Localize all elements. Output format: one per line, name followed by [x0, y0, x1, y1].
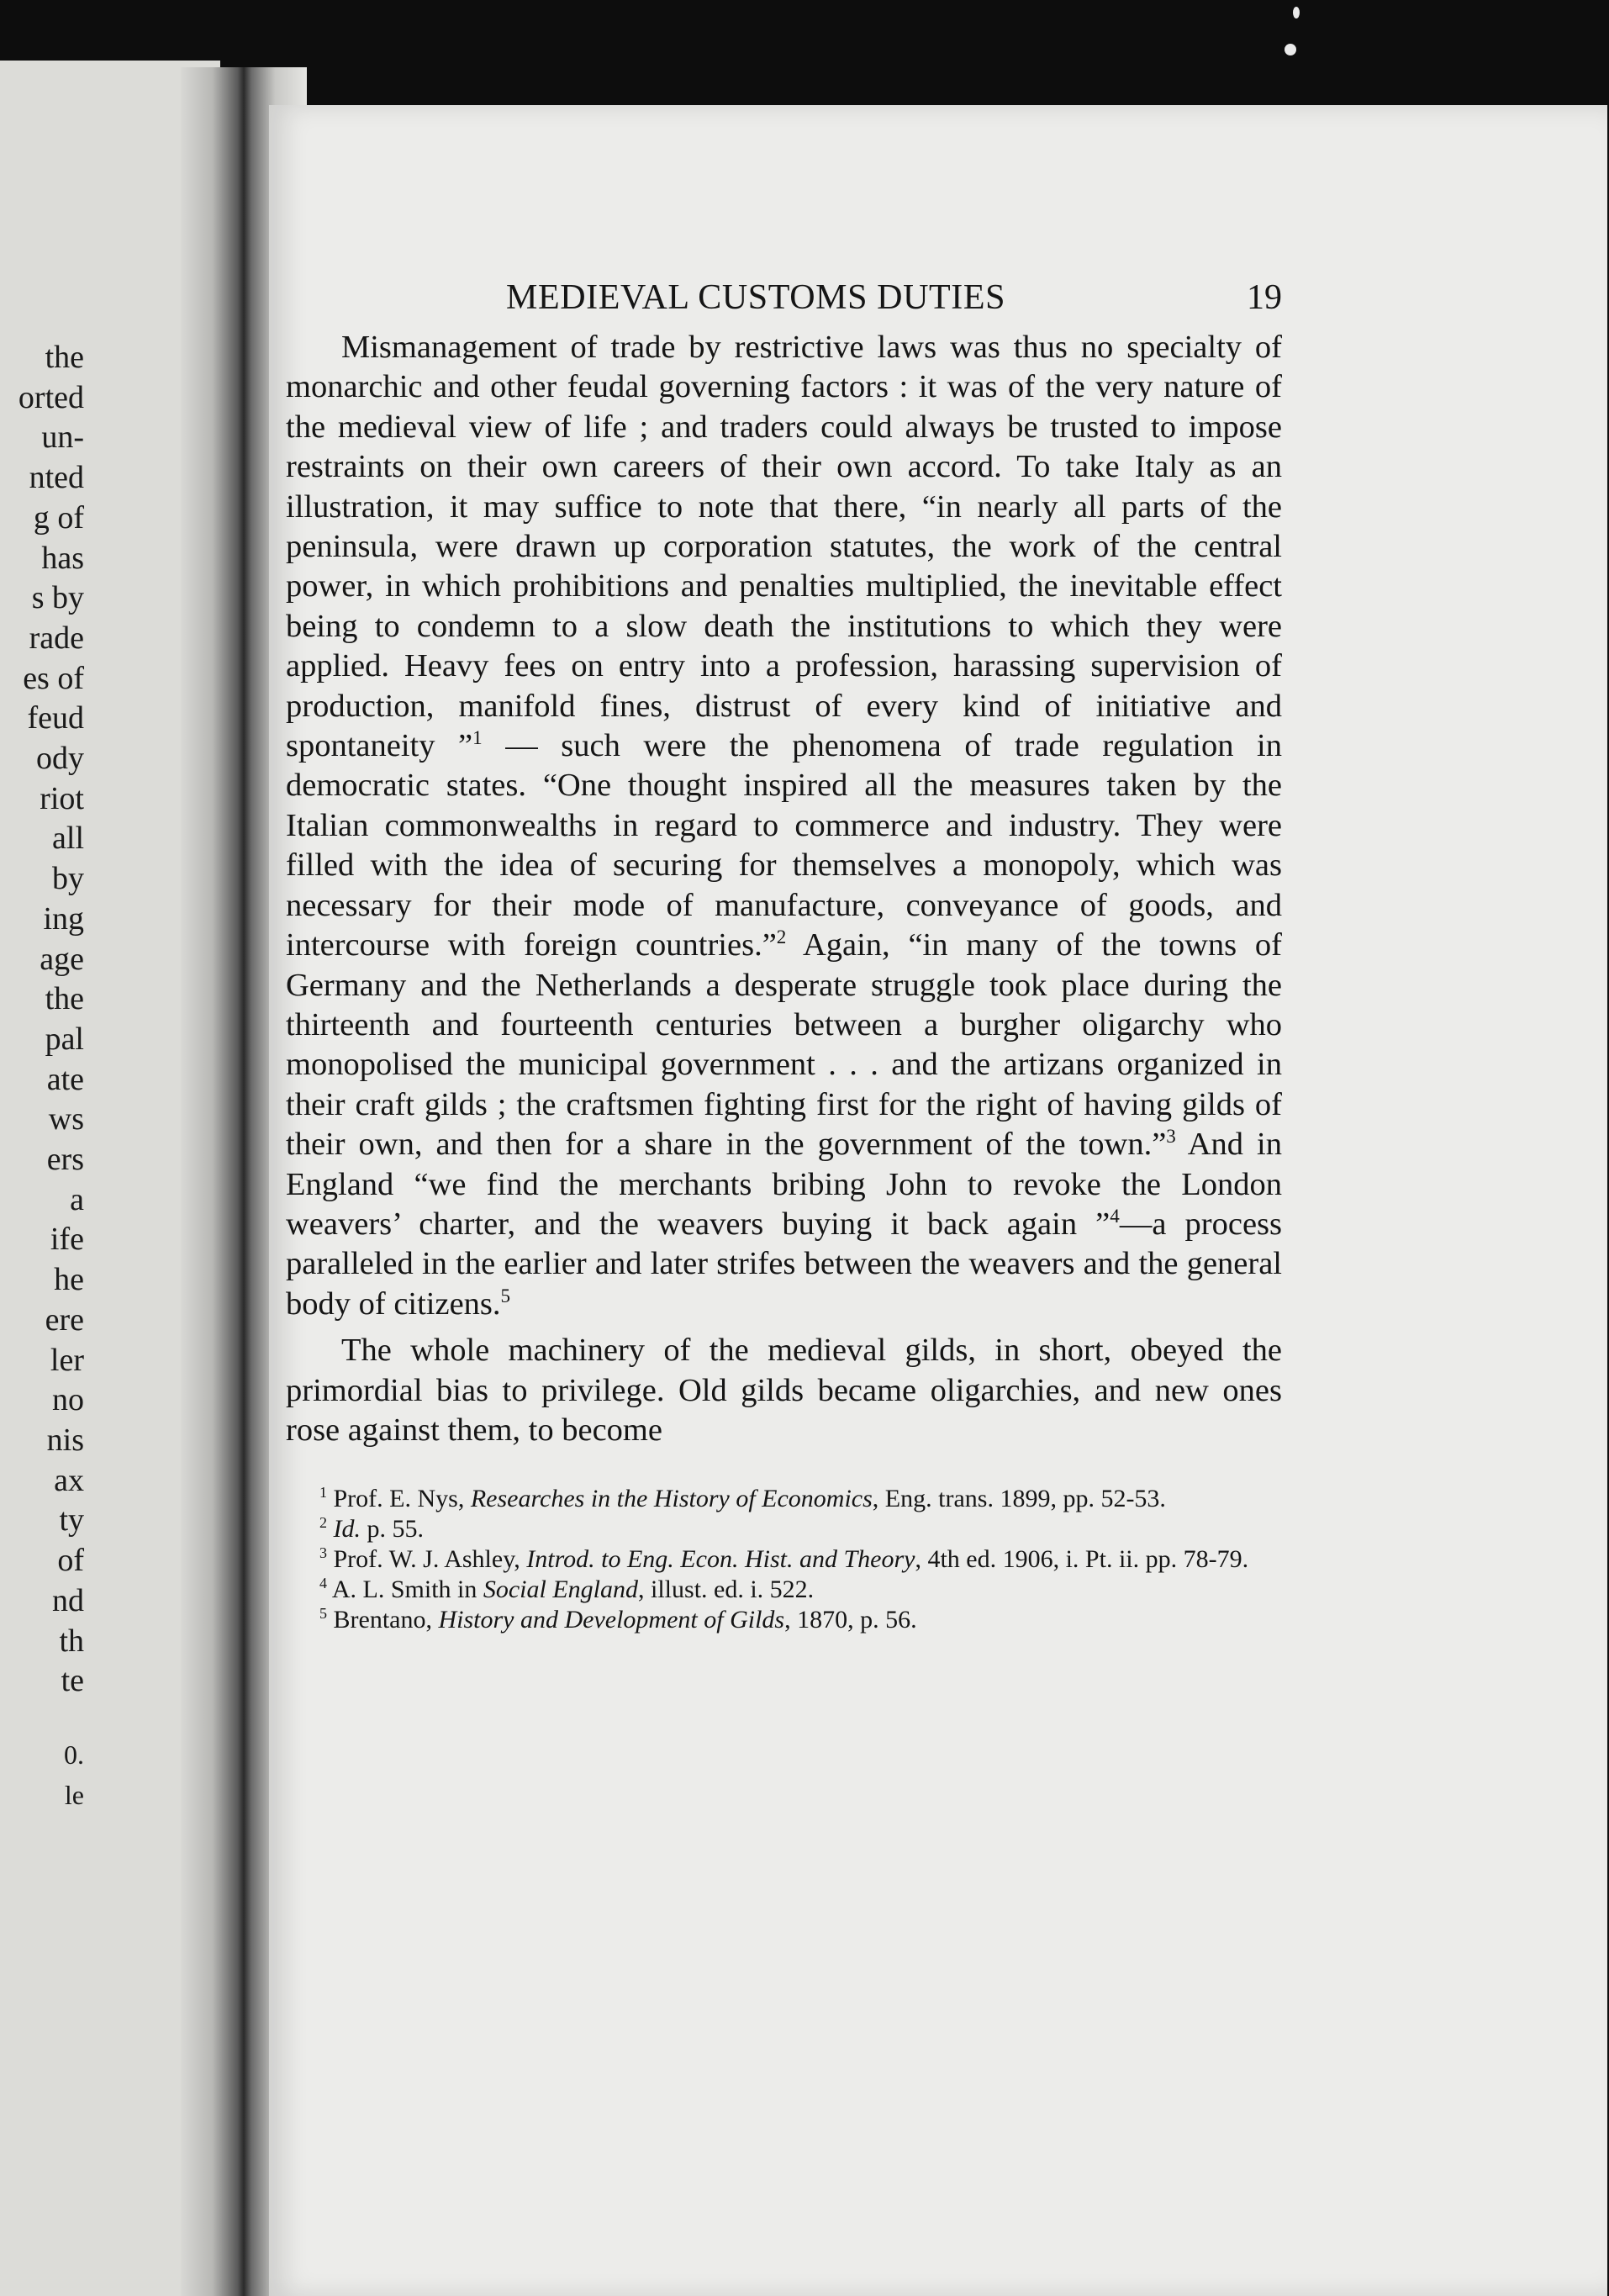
facing-page-line: the: [45, 340, 84, 375]
footnote-marker: 1: [319, 1484, 327, 1502]
dust-speck: [1293, 7, 1300, 18]
footnote: [286, 1575, 1282, 1605]
paragraph-text: And in England “we find the merchants bribing John to revoke the London weavers’ charter, and the weavers buying it back again ”: [286, 1127, 1282, 1242]
facing-page-footnote-line: 0.: [64, 1739, 84, 1770]
footnote-marker: 1: [472, 726, 483, 749]
dust-speck: [1285, 44, 1296, 55]
facing-page-line: ler: [50, 1342, 84, 1378]
facing-page-line: un-: [41, 420, 84, 456]
footnote-marker: 4: [319, 1575, 327, 1592]
facing-page-line: ws: [48, 1101, 84, 1137]
facing-page-line: no: [52, 1382, 84, 1418]
footnote-text: p. 55.: [361, 1515, 424, 1544]
facing-page-line: he: [54, 1262, 84, 1298]
facing-page-line: ty: [59, 1502, 84, 1539]
footnote-text: , Eng. trans. 1899, pp. 52-53.: [872, 1485, 1166, 1513]
facing-page-line: th: [59, 1623, 84, 1659]
footnote: [286, 1514, 1282, 1544]
facing-page-footnote-line: le: [64, 1779, 84, 1810]
facing-page-line: nis: [46, 1422, 84, 1458]
page-content: [286, 277, 1282, 1635]
facing-page-line: of: [57, 1543, 84, 1579]
facing-page-line: riot: [40, 780, 84, 816]
facing-page-line: all: [52, 821, 84, 857]
facing-page-line: by: [52, 861, 84, 897]
facing-page-line: nted: [29, 460, 84, 496]
footnote-text: , 4th ed. 1906, i. Pt. ii. pp. 78-79.: [915, 1545, 1249, 1574]
footnote-text: , 1870, p. 56.: [784, 1606, 917, 1634]
paragraph-text: —a process paralleled in the earlier and later strifes between the weavers and the general body of citizens.: [286, 1206, 1282, 1322]
body-paragraph: [286, 328, 1282, 1324]
facing-page-line: ers: [46, 1142, 84, 1178]
paragraph-text: — such were the phenomena of trade regulation in democratic states. “One thought inspired all the measures taken by the Italian commonwealths in regard to commerce and industry. They were filled with the idea of securing for themselves a monopoly, which was necessary for their mode of manufacture, conveyance of goods, and intercourse with foreign countries.”: [286, 728, 1282, 963]
footnote-text: Prof. E. Nys,: [327, 1485, 471, 1513]
footnote-text: A. L. Smith in: [327, 1576, 483, 1604]
cited-title: Introd. to Eng. Econ. Hist. and Theory: [526, 1545, 915, 1574]
footnote-text: Brentano,: [327, 1606, 439, 1634]
footnote-text: Prof. W. J. Ashley,: [327, 1545, 527, 1574]
facing-page-line: te: [61, 1663, 84, 1699]
facing-page-line: es of: [23, 660, 84, 696]
paragraph-text: Again, “in many of the towns of Germany and the Netherlands a desperate struggle took place during the thirteenth and fourteenth centuries between a burgher oligarchy who monopolised the municipal government . . . and the artizans organized in their craft gilds ; the craftsmen fighting first for the right of having gilds of their own, and then for a share in the government of the town.”: [286, 927, 1282, 1163]
facing-page-line: the: [45, 981, 84, 1017]
facing-page-line: has: [41, 540, 84, 576]
facing-page-line: g of: [33, 499, 84, 536]
facing-page-text-fragments: [0, 338, 84, 1815]
facing-page-line: nd: [52, 1582, 84, 1618]
footnote-marker: 5: [500, 1284, 511, 1306]
paragraph-text: Mismanagement of trade by restrictive laws was thus no specialty of monarchic and other feudal governing factors : it was of the very nature of the medieval view of life ; and traders could always be trusted to impose restraints on their own careers of their own accord. To take Italy as an illustration, it may suffice to note that there, “in nearly all parts of the peninsula, were drawn up corporation statutes, the work of the central power, in which prohibitions and penalties multiplied, the inevitable effect being to condemn to a slow death the institutions to which they were applied. Heavy fees on entry into a profession, harassing supervision of production, manifold fines, distrust of every kind of initiative and spontaneity ”: [286, 330, 1282, 764]
facing-page-line: pal: [45, 1021, 84, 1057]
facing-page-line: ing: [43, 900, 84, 937]
cited-title: History and Development of Gilds: [438, 1606, 785, 1634]
page-number: 19: [1247, 278, 1282, 317]
footnote-marker: 3: [319, 1544, 327, 1562]
facing-page-line: a: [70, 1181, 84, 1217]
footnote-marker: 2: [319, 1514, 327, 1532]
facing-page-line: rade: [29, 620, 84, 656]
facing-page-line: ere: [45, 1301, 84, 1338]
footnote-text: , illust. ed. i. 522.: [638, 1576, 815, 1604]
footnote: [286, 1544, 1282, 1575]
footnote-text: [327, 1515, 334, 1543]
footnote-marker: 4: [1110, 1205, 1120, 1227]
running-head: [286, 277, 1282, 328]
cited-title: Id.: [333, 1515, 361, 1544]
facing-page-line: orted: [18, 379, 84, 415]
facing-page-line: age: [40, 941, 84, 977]
cited-title: Researches in the History of Economics: [470, 1485, 873, 1513]
footnote-marker: 3: [1166, 1125, 1176, 1148]
body-text: [286, 328, 1282, 1450]
footnote-marker: 5: [319, 1605, 327, 1623]
facing-page-line: ate: [46, 1061, 84, 1097]
footnote-marker: 2: [776, 926, 787, 948]
footnote: [286, 1605, 1282, 1635]
facing-page-line: ife: [50, 1222, 84, 1258]
facing-page-line: ax: [54, 1462, 84, 1498]
facing-page-spacer: [0, 1702, 84, 1735]
footnotes: [286, 1484, 1282, 1635]
footnote: [286, 1484, 1282, 1514]
cited-title: Social England: [483, 1576, 639, 1604]
paragraph-text: The whole machinery of the medieval gilds, in short, obeyed the primordial bias to privilege. Old gilds became oligarchies, and new ones rose against them, to become: [286, 1333, 1282, 1448]
facing-page-line: ody: [36, 741, 84, 777]
facing-page-line: feud: [27, 700, 84, 736]
facing-page-line: s by: [31, 580, 84, 616]
body-paragraph: [286, 1331, 1282, 1450]
running-title: MEDIEVAL CUSTOMS DUTIES: [506, 278, 1006, 317]
